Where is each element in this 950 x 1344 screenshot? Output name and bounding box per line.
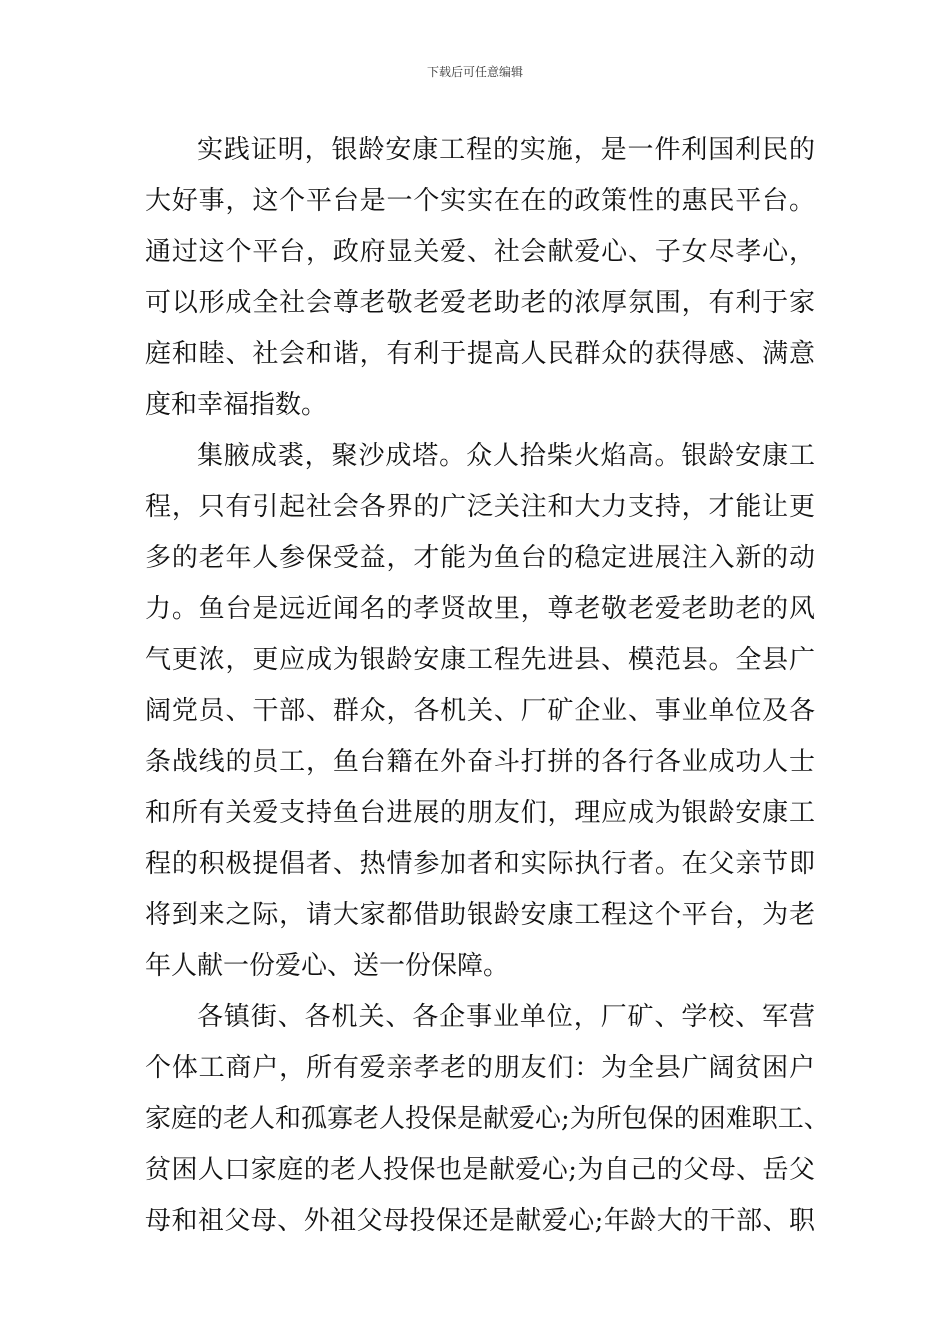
body-text — [145, 130, 830, 1252]
paragraph-3 — [145, 997, 830, 1252]
text-line: 气更浓，更应成为银龄安康工程先进县、模范县。全县广 — [145, 645, 815, 675]
text-line: 条战线的员工，鱼台籍在外奋斗打拼的各行各业成功人士 — [145, 747, 815, 777]
text-line: 可以形成全社会尊老敬老爱老助老的浓厚氛围，有利于家 — [145, 288, 815, 318]
text-line: 和所有关爱支持鱼台进展的朋友们，理应成为银龄安康工 — [145, 798, 815, 828]
text-line: 个体工商户，所有爱亲孝老的朋友们：为全县广阔贫困户 — [145, 1053, 815, 1083]
text-line: 贫困人口家庭的老人投保也是献爱心;为自己的父母、岳父 — [145, 1155, 815, 1185]
paragraph-1 — [145, 130, 815, 436]
text-line: 母和祖父母、外祖父母投保还是献爱心;年龄大的干部、职 — [145, 1206, 815, 1236]
text-line: 将到来之际，请大家都借助银龄安康工程这个平台，为老 — [145, 900, 815, 930]
text-line: 家庭的老人和孤寡老人投保是献爱心;为所包保的困难职工、 — [145, 1104, 830, 1134]
text-line: 度和幸福指数。 — [145, 390, 328, 420]
text-line: 年人献一份爱心、送一份保障。 — [145, 951, 510, 981]
paragraph-2 — [145, 436, 815, 997]
text-line: 庭和睦、社会和谐，有利于提高人民群众的获得感、满意 — [145, 339, 815, 369]
text-line: 程的积极提倡者、热情参加者和实际执行者。在父亲节即 — [145, 849, 815, 879]
text-line: 程，只有引起社会各界的广泛关注和大力支持，才能让更 — [145, 492, 815, 522]
text-line: 通过这个平台，政府显关爱、社会献爱心、子女尽孝心， — [145, 237, 815, 267]
text-line: 各镇街、各机关、各企事业单位，厂矿、学校、军营 — [197, 1002, 815, 1032]
text-line: 力。鱼台是远近闻名的孝贤故里，尊老敬老爱老助老的风 — [145, 594, 815, 624]
text-line: 集腋成裘，聚沙成塔。众人拾柴火焰高。银龄安康工 — [197, 441, 815, 471]
text-line: 阔党员、干部、群众，各机关、厂矿企业、事业单位及各 — [145, 696, 815, 726]
text-line: 大好事，这个平台是一个实实在在的政策性的惠民平台。 — [145, 186, 815, 216]
text-line: 多的老年人参保受益，才能为鱼台的稳定进展注入新的动 — [145, 543, 815, 573]
page-header: 下载后可任意编辑 — [426, 65, 523, 79]
text-line: 实践证明，银龄安康工程的实施，是一件利国利民的 — [197, 135, 815, 165]
